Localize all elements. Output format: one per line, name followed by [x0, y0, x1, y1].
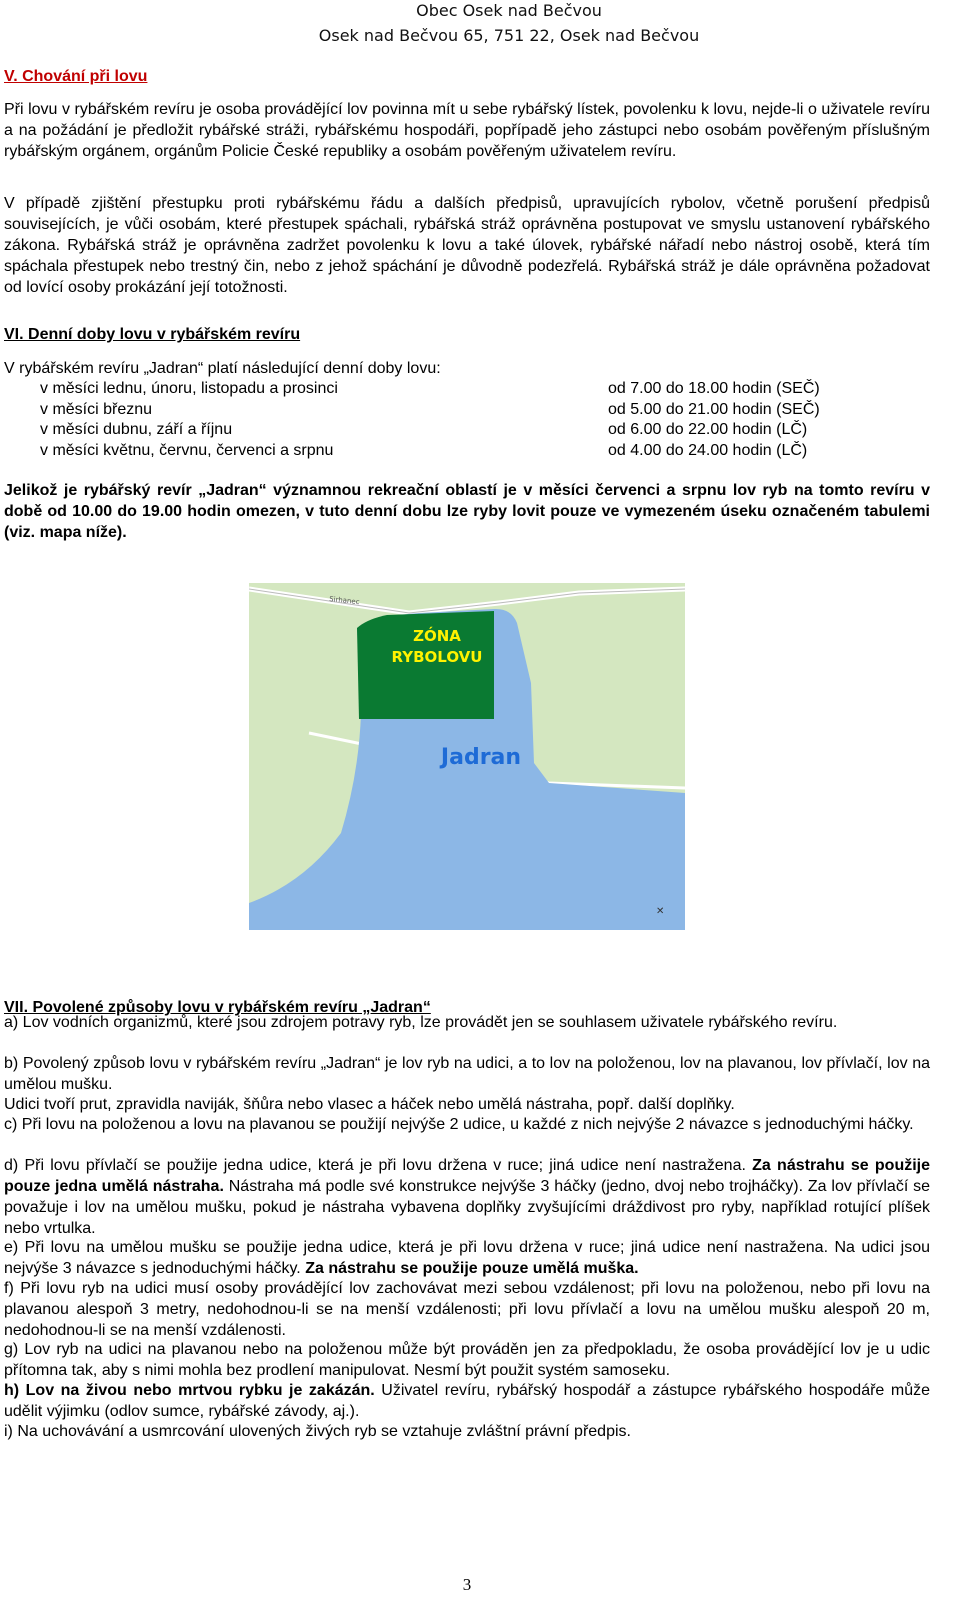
hours-row: [4, 399, 904, 420]
rule-b-rod: Udici tvoří prut, zpravidla naviják, šňůra nebo vlasec a háček nebo umělá nástraha, popř. další doplňky.: [4, 1096, 735, 1113]
section-6-title: VI. Denní doby lovu v rybářském revíru: [4, 326, 301, 343]
section-5-paragraph-2: V případě zjištění přestupku proti rybářskému řádu a dalších předpisů, upravujících rybolov, včetně porušení předpisů souvisejících, je vůči osobám, které přestupek spáchali, rybářská stráž oprávněna postupovat ve smyslu ustanovení rybářského zákona. Rybářská stráž je oprávněna zadržet povolenku k lovu a také úlovek, rybářské nářadí nebo nástroj osobě, která tím spáchala přestupek nebo trestný čin, nebo z jehož spáchání je důvodně podezřelá. Rybářská stráž je dále oprávněna požadovat od lovící osoby prokázání její totožnosti.: [4, 195, 930, 296]
rule-d: [4, 1155, 930, 1239]
fishing-zone-map: [249, 583, 685, 930]
rule-c: c) Při lovu na položenou a lovu na plavanou se použijí nejvýše 2 udice, u každé z nich nejvýše 2 návazce s jednoduchými háčky.: [4, 1116, 914, 1133]
rule-a: a) Lov vodních organizmů, které jsou zdrojem potravy ryb, lze provádět jen se souhlasem uživatele rybářského revíru.: [4, 1014, 838, 1031]
hours-row: [4, 419, 904, 440]
rule-e-bold: Za nástrahu se použije pouze umělá muška.: [305, 1260, 639, 1277]
section-5-title: V. Chování při lovu: [4, 68, 148, 85]
section-7-title: VII. Povolené způsoby lovu v rybářském revíru „Jadran“: [4, 999, 431, 1016]
page-number: 3: [462, 1575, 472, 1594]
map-zone-label-2: RYBOLOVU: [391, 648, 483, 666]
hours-row: [4, 440, 904, 461]
hours-months: v měsíci dubnu, září a říjnu: [40, 421, 233, 438]
rule-d-bold: Za nástrahu se použije pouze jedna umělá nástraha.: [4, 1157, 931, 1195]
map-marker-icon: ✕: [656, 906, 665, 917]
hours-months: v měsíci lednu, únoru, listopadu a prosinci: [40, 380, 338, 397]
rule-h-bold: h) Lov na živou nebo mrtvou rybku je zakázán.: [4, 1382, 375, 1399]
section-6-intro: V rybářském revíru „Jadran“ platí následující denní doby lovu:: [4, 360, 441, 377]
section-5-paragraph-1: Při lovu v rybářském revíru je osoba provádějící lov povinna mít u sebe rybářský lístek, povolenku k lovu, nejde-li o uživatele revíru a na požádání je předložit rybářské stráži, rybářskému hospodáři, popřípadě jeho zástupci nebo osobám pověřeným příslušným rybářským orgánem, orgánům Policie České republiky a osobám pověřeným uživatelem revíru.: [4, 101, 930, 160]
rule-h: [4, 1380, 930, 1422]
rule-b: b) Povolený způsob lovu v rybářském revíru „Jadran“ je lov ryb na udici, a to lov na položenou, lov na plavanou, lov přívlačí, lov na umělou mušku.: [4, 1055, 930, 1093]
hours-months: v měsíci březnu: [40, 400, 153, 418]
fishing-hours-table: [4, 378, 904, 460]
hours-time: od 4.00 do 24.00 hodin (LČ): [608, 441, 808, 459]
rule-f: f) Při lovu ryb na udici musí osoby provádějící lov zachovávat mezi sebou vzdálenost; při lovu na položenou, nebo při lovu na plavanou alespoň 3 metry, nedohodnou-li se na menší vzdálenosti; při lovu přívlačí a lovu na umělou mušku alespoň 20 m, nedohodnou-li se na menší vzdálenosti.: [4, 1280, 930, 1339]
rule-i: i) Na uchovávání a usmrcování ulovených živých ryb se vztahuje zvláštní právní předpis.: [4, 1423, 631, 1440]
rule-h-text: Uživatel revíru, rybářský hospodář a zástupce rybářského hospodáře může udělit výjimku (odlov sumce, rybářské závody, aj.).: [4, 1382, 930, 1420]
map-lake-label: Jadran: [440, 745, 522, 770]
rule-d-text: d) Při lovu přívlačí se použije jedna udice, která je při lovu držena v ruce; jiná udice není nastražena.: [4, 1157, 746, 1174]
hours-row: [4, 378, 904, 399]
hours-time: od 5.00 do 21.00 hodin (SEČ): [608, 400, 820, 418]
hours-months: v měsíci květnu, červnu, červenci a srpnu: [40, 441, 334, 459]
restriction-note: Jelikož je rybářský revír „Jadran“ významnou rekreační oblastí je v měsíci červenci a srpnu lov ryb na tomto revíru v době od 10.00 do 19.00 hodin omezen, v tuto denní dobu lze ryby lovit pouze ve vymezeném úseku označeném tabulemi (viz. mapa níže).: [4, 482, 930, 541]
hours-time: od 7.00 do 18.00 hodin (SEČ): [608, 380, 820, 397]
rule-g: g) Lov ryb na udici na plavanou nebo na položenou může být prováděn jen za předpokladu, že osoba provádějící lov je u udic přítomna tak, aby s nimi mohla bez prodlení manipulovat. Nesmí být použit systém samoseku.: [4, 1341, 930, 1379]
rule-e-text: e) Při lovu na umělou mušku se použije jedna udice, která je při lovu držena v ruce; jiná udice není nastražena. Na udici jsou nejvýše 3 návazce s jednoduchými háčky.: [4, 1239, 930, 1277]
map-zone-label-1: ZÓNA: [413, 627, 461, 645]
header-address: Osek nad Bečvou 65, 751 22, Osek nad Bečvou: [318, 26, 700, 45]
rule-e: [4, 1237, 930, 1279]
hours-time: od 6.00 do 22.00 hodin (LČ): [608, 421, 808, 438]
map-street-label: Sirhanec: [328, 595, 360, 607]
rule-d-text-end: Nástraha má podle své konstrukce nejvýše 3 háčky (jedno, dvoj nebo trojháčky). Za lov přívlačí se považuje i lov na umělou mušku, pokud je nástraha vybavena doplňky zvyšujícími dráždivost pro ryby, například rotující plíšek nebo vrtulka.: [4, 1178, 930, 1237]
header-municipality: Obec Osek nad Bečvou: [416, 1, 602, 20]
